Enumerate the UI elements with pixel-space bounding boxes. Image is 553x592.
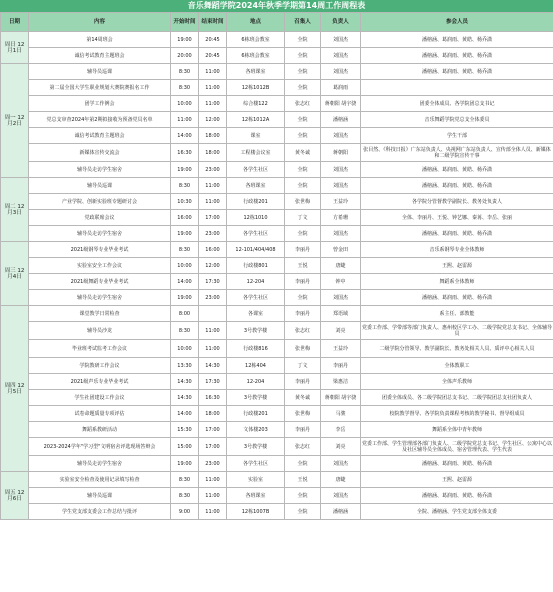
row-lead: 刘国杰 — [321, 48, 361, 64]
row-content: 课堂教学日常检查 — [29, 306, 171, 322]
row-content: 学生社团建设工作会议 — [29, 390, 171, 406]
row-participants: 全体、李丽丹、王悦、钟艺娜、秦苒、李岳、张丽 — [361, 210, 553, 226]
row-content: 第14周班会 — [29, 32, 171, 48]
row-end-time: 23:00 — [199, 162, 227, 178]
row-convener: 张志红 — [285, 438, 321, 456]
row-start-time: 13:30 — [171, 358, 199, 374]
day-date-cell: 周一 12月2日 — [1, 64, 29, 178]
row-convener: 李丽丹 — [285, 374, 321, 390]
row-end-time: 17:00 — [199, 422, 227, 438]
row-content: 辅导员沙龙 — [29, 322, 171, 340]
row-participants: 潘榕涵、葛润雨、黄皓、杨乔潇 — [361, 162, 553, 178]
row-place: 6栋班会教室 — [227, 48, 285, 64]
row-participants: 潘榕涵、葛润雨、黄皓、杨乔潇 — [361, 226, 553, 242]
table-row — [1, 488, 553, 504]
row-place: 行政楼816 — [227, 340, 285, 358]
table-row — [1, 422, 553, 438]
row-place: 12栋1012B — [227, 80, 285, 96]
row-end-time: 23:00 — [199, 226, 227, 242]
row-lead: 唐睫 — [321, 472, 361, 488]
row-place: 12栋1007B — [227, 504, 285, 520]
row-content: 团学工作例会 — [29, 96, 171, 112]
row-place: 6栋班会教室 — [227, 32, 285, 48]
row-participants: 全体教职工 — [361, 358, 553, 374]
row-participants: 音乐舞蹈学院党总支全体委员 — [361, 112, 553, 128]
row-end-time — [199, 306, 227, 322]
row-content: 辅导员巡课 — [29, 64, 171, 80]
row-participants: 潘榕涵、葛润雨、黄皓、杨乔潇 — [361, 290, 553, 306]
row-start-time: 19:00 — [171, 226, 199, 242]
row-convener: 全院 — [285, 504, 321, 520]
table-row — [1, 306, 553, 322]
row-convener: 王悦 — [285, 472, 321, 488]
header-end: 结束时间 — [199, 13, 227, 32]
row-convener: 黄冬诚 — [285, 144, 321, 162]
table-row — [1, 64, 553, 80]
row-lead: 刘国杰 — [321, 32, 361, 48]
row-convener: 李丽丹 — [285, 306, 321, 322]
row-end-time: 20:45 — [199, 48, 227, 64]
row-content: 2021级舞蹈专业毕业考试 — [29, 274, 171, 290]
row-place: 工程楼会议室 — [227, 144, 285, 162]
row-content: 2023-2024学年"学习型"文明宿舍评选现场答辩会 — [29, 438, 171, 456]
table-row — [1, 374, 553, 390]
day-date-cell: 周四 12月5日 — [1, 306, 29, 472]
row-place: 实验室 — [227, 472, 285, 488]
row-lead: 刘国杰 — [321, 64, 361, 80]
row-convener: 全院 — [285, 226, 321, 242]
row-place: 行政楼201 — [227, 194, 285, 210]
row-start-time: 8:30 — [171, 178, 199, 194]
table-row — [1, 438, 553, 456]
row-convener: 张世梅 — [285, 406, 321, 422]
row-content: 实验室安全检查及使用记录填写检查 — [29, 472, 171, 488]
row-participants: 潘榕涵、葛润雨、黄皓、杨乔潇 — [361, 178, 553, 194]
header-place: 地点 — [227, 13, 285, 32]
row-content: 新媒体宣传交流会 — [29, 144, 171, 162]
row-lead: 蒋朝阳 胡宇骁 — [321, 390, 361, 406]
row-lead: 钟中 — [321, 274, 361, 290]
row-lead: 潘榕涵 — [321, 504, 361, 520]
row-lead: 梁惠洁 — [321, 374, 361, 390]
table-row — [1, 162, 553, 178]
row-end-time: 11:00 — [199, 472, 227, 488]
header-date: 日期 — [1, 13, 29, 32]
row-lead: 王益玲 — [321, 340, 361, 358]
row-end-time: 11:00 — [199, 96, 227, 112]
row-start-time: 10:00 — [171, 258, 199, 274]
row-start-time: 19:00 — [171, 162, 199, 178]
table-row — [1, 322, 553, 340]
row-convener: 全院 — [285, 32, 321, 48]
row-end-time: 23:00 — [199, 290, 227, 306]
table-row — [1, 242, 553, 258]
row-participants: 各学院分管督教学副院长、教务处负责人 — [361, 194, 553, 210]
row-start-time: 8:30 — [171, 472, 199, 488]
row-content: 辅导员巡课 — [29, 178, 171, 194]
row-start-time: 8:30 — [171, 64, 199, 80]
row-end-time: 11:00 — [199, 322, 227, 340]
row-place: 各班课室 — [227, 178, 285, 194]
row-start-time: 15:00 — [171, 438, 199, 456]
row-content: 学生党支部支委会工作总结与批评 — [29, 504, 171, 520]
row-lead: 刘国杰 — [321, 128, 361, 144]
row-end-time: 18:00 — [199, 144, 227, 162]
row-lead: 李丽丹 — [321, 358, 361, 374]
header-participants: 参会人员 — [361, 13, 553, 32]
row-place: 12栋1012A — [227, 112, 285, 128]
row-participants: 音乐系钢琴专业全体教师 — [361, 242, 553, 258]
row-start-time: 8:30 — [171, 322, 199, 340]
row-start-time: 19:00 — [171, 456, 199, 472]
row-lead: 马骏 — [321, 406, 361, 422]
row-end-time: 12:00 — [199, 258, 227, 274]
row-convener: 全院 — [285, 112, 321, 128]
row-content: 学院教研工作会议 — [29, 358, 171, 374]
row-start-time: 15:30 — [171, 422, 199, 438]
row-end-time: 16:00 — [199, 242, 227, 258]
row-end-time: 11:00 — [199, 194, 227, 210]
row-content: 第二届全国大学生职业规划大赛院赛报名工作 — [29, 80, 171, 96]
row-lead: 刘亮 — [321, 438, 361, 456]
row-lead: 刘国杰 — [321, 488, 361, 504]
row-end-time: 12:00 — [199, 112, 227, 128]
table-row — [1, 194, 553, 210]
row-content: 2021级声乐专业毕业考试 — [29, 374, 171, 390]
row-end-time: 14:30 — [199, 358, 227, 374]
row-end-time: 23:00 — [199, 456, 227, 472]
table-row — [1, 472, 553, 488]
row-content: 产业学院、创新实验班专题研讨会 — [29, 194, 171, 210]
row-lead: 蒋朝阳 — [321, 144, 361, 162]
row-end-time: 11:00 — [199, 80, 227, 96]
row-place: 12栋1010 — [227, 210, 285, 226]
row-place: 行政楼801 — [227, 258, 285, 274]
table-row — [1, 48, 553, 64]
row-convener: 王悦 — [285, 258, 321, 274]
row-participants: 王熙、赵雷源 — [361, 472, 553, 488]
row-end-time: 20:45 — [199, 32, 227, 48]
row-convener: 全院 — [285, 64, 321, 80]
row-end-time: 11:00 — [199, 488, 227, 504]
row-place: 各课室 — [227, 306, 285, 322]
row-convener: 丁文 — [285, 210, 321, 226]
row-lead: 刘国杰 — [321, 290, 361, 306]
row-participants: 学生干部 — [361, 128, 553, 144]
table-row — [1, 32, 553, 48]
row-start-time: 10:00 — [171, 340, 199, 358]
row-end-time: 11:00 — [199, 340, 227, 358]
table-row — [1, 144, 553, 162]
row-lead: 刘国杰 — [321, 226, 361, 242]
row-end-time: 11:00 — [199, 178, 227, 194]
header-row — [1, 13, 553, 32]
row-start-time: 19:00 — [171, 32, 199, 48]
row-convener: 全院 — [285, 80, 321, 96]
row-start-time: 11:00 — [171, 112, 199, 128]
table-row — [1, 340, 553, 358]
row-end-time: 16:30 — [199, 390, 227, 406]
row-start-time: 20:00 — [171, 48, 199, 64]
row-content: 实验室安全工作会议 — [29, 258, 171, 274]
row-lead: 李岳 — [321, 422, 361, 438]
row-participants: 团委全体成员、各学院团总支书记 — [361, 96, 553, 112]
row-participants: 团委全体成员、各二级学院团总支书记、二级学院团总支社团负责人 — [361, 390, 553, 406]
row-participants: 党委工作部、学带部等部门负责人、惠州校区学工办、二级学院党总支书记、全体辅导员 — [361, 322, 553, 340]
row-convener: 全院 — [285, 488, 321, 504]
row-lead: 葛润雨 — [321, 80, 361, 96]
row-convener: 全院 — [285, 48, 321, 64]
row-start-time: 8:30 — [171, 242, 199, 258]
row-place: 课室 — [227, 128, 285, 144]
row-place: 12-204 — [227, 374, 285, 390]
row-participants: 潘榕涵、葛润雨、黄皓、杨乔潇 — [361, 488, 553, 504]
row-participants: 潘榕涵、葛润雨、黄皓、杨乔潇 — [361, 456, 553, 472]
table-row — [1, 258, 553, 274]
row-content: 辅导员走访学生宿舍 — [29, 456, 171, 472]
row-start-time: 14:30 — [171, 374, 199, 390]
table-row — [1, 456, 553, 472]
schedule-table — [0, 12, 553, 520]
row-content: 党总支审查2024年第2期拟接收为预备党员名单 — [29, 112, 171, 128]
row-participants: 二级学院分管领导、教学副院长、教务处相关人员、质评中心相关人员 — [361, 340, 553, 358]
day-date-cell: 周五 12月6日 — [1, 472, 29, 520]
row-start-time: 8:00 — [171, 306, 199, 322]
day-date-cell: 周三 12月4日 — [1, 242, 29, 306]
row-end-time: 17:00 — [199, 438, 227, 456]
row-start-time: 19:00 — [171, 290, 199, 306]
table-row — [1, 210, 553, 226]
row-convener: 李丽丹 — [285, 274, 321, 290]
row-convener: 全院 — [285, 128, 321, 144]
row-lead: 方希珊 — [321, 210, 361, 226]
header-lead: 负责人 — [321, 13, 361, 32]
row-content: 毕业班考试监考工作会议 — [29, 340, 171, 358]
row-lead: 潘榕涵 — [321, 112, 361, 128]
row-place: 各班课室 — [227, 64, 285, 80]
table-row — [1, 178, 553, 194]
row-content: 2021级钢琴专业毕业考试 — [29, 242, 171, 258]
row-content: 辅导员走访学生宿舍 — [29, 162, 171, 178]
row-start-time: 8:30 — [171, 80, 199, 96]
row-content: 辅导员走访学生宿舍 — [29, 290, 171, 306]
table-row — [1, 406, 553, 422]
row-place: 3号教学楼 — [227, 390, 285, 406]
table-row — [1, 96, 553, 112]
row-convener: 李丽丹 — [285, 422, 321, 438]
row-participants: 潘榕涵、葛润雨、黄皓、杨乔潇 — [361, 32, 553, 48]
table-row — [1, 226, 553, 242]
row-content: 辅导员巡课 — [29, 488, 171, 504]
row-start-time: 9:00 — [171, 504, 199, 520]
row-convener: 李丽丹 — [285, 242, 321, 258]
row-participants: 张目然、《科技日报》广东站负责人、央视网广东站负责人、宣传部全体人员、新媒体和二级学院宣传干事 — [361, 144, 553, 162]
row-participants: 舞蹈系全体教师 — [361, 274, 553, 290]
row-lead: 王益玲 — [321, 194, 361, 210]
row-participants — [361, 80, 553, 96]
row-end-time: 17:00 — [199, 210, 227, 226]
row-end-time: 18:00 — [199, 128, 227, 144]
row-place: 综合楼122 — [227, 96, 285, 112]
row-participants: 王熙、赵雷源 — [361, 258, 553, 274]
table-row — [1, 274, 553, 290]
table-row — [1, 112, 553, 128]
row-convener: 黄冬诚 — [285, 390, 321, 406]
row-convener: 全院 — [285, 162, 321, 178]
row-content: 党政联席会议 — [29, 210, 171, 226]
table-row — [1, 358, 553, 374]
row-lead: 刘国杰 — [321, 456, 361, 472]
row-convener: 张世梅 — [285, 340, 321, 358]
row-convener: 全院 — [285, 290, 321, 306]
row-lead: 刘亮 — [321, 322, 361, 340]
row-place: 文体楼203 — [227, 422, 285, 438]
row-place: 3号教学楼 — [227, 438, 285, 456]
row-participants: 校院教学督导、各学院负责课程考核的教学秘书、督导组成员 — [361, 406, 553, 422]
table-row — [1, 504, 553, 520]
page-title: 音乐舞蹈学院2024年秋季学期第14周工作周程表 — [0, 0, 553, 12]
row-lead: 刘国杰 — [321, 162, 361, 178]
row-start-time: 10:00 — [171, 96, 199, 112]
header-convener: 召集人 — [285, 13, 321, 32]
row-place: 各学生社区 — [227, 162, 285, 178]
row-start-time: 14:00 — [171, 128, 199, 144]
row-content: 诚信考试教育主题班会 — [29, 128, 171, 144]
row-start-time: 14:30 — [171, 390, 199, 406]
row-content: 辅导员走访学生宿舍 — [29, 226, 171, 242]
row-lead: 唐睫 — [321, 258, 361, 274]
row-convener: 丁文 — [285, 358, 321, 374]
header-content: 内容 — [29, 13, 171, 32]
row-start-time: 14:00 — [171, 274, 199, 290]
row-end-time: 11:00 — [199, 504, 227, 520]
row-convener: 全院 — [285, 178, 321, 194]
row-convener: 张志红 — [285, 96, 321, 112]
row-participants: 潘榕涵、葛润雨、黄皓、杨乔潇 — [361, 64, 553, 80]
table-row — [1, 128, 553, 144]
row-convener: 全院 — [285, 456, 321, 472]
row-start-time: 16:00 — [171, 210, 199, 226]
row-place: 12-101/404/408 — [227, 242, 285, 258]
table-row — [1, 290, 553, 306]
row-participants: 党委工作部、学生管理部各部门负责人、二级学院党总支书记、学生社区、公寓中心以及社区辅导员全体成员、宿舍管理代表、学生代表 — [361, 438, 553, 456]
row-convener: 张世梅 — [285, 194, 321, 210]
row-start-time: 10:30 — [171, 194, 199, 210]
row-participants: 系主任、部教能 — [361, 306, 553, 322]
row-participants: 全院、潘榕涵、学生党支部全体支委 — [361, 504, 553, 520]
row-participants: 舞蹈系全体中青年教师 — [361, 422, 553, 438]
schedule-body — [1, 32, 553, 520]
row-convener: 张志红 — [285, 322, 321, 340]
row-end-time: 11:00 — [199, 64, 227, 80]
row-participants: 全体声乐教师 — [361, 374, 553, 390]
row-place: 各学生社区 — [227, 290, 285, 306]
row-end-time: 17:30 — [199, 374, 227, 390]
row-start-time: 16:30 — [171, 144, 199, 162]
row-content: 试卷命题质量专项评估 — [29, 406, 171, 422]
header-start: 开始时间 — [171, 13, 199, 32]
row-start-time: 14:00 — [171, 406, 199, 422]
row-participants: 潘榕涵、葛润雨、黄皓、杨乔潇 — [361, 48, 553, 64]
row-place: 各学生社区 — [227, 226, 285, 242]
row-place: 行政楼201 — [227, 406, 285, 422]
row-lead: 曾金田 — [321, 242, 361, 258]
table-row — [1, 390, 553, 406]
row-lead: 刘国杰 — [321, 178, 361, 194]
row-content: 诚信考试教育主题班会 — [29, 48, 171, 64]
row-place: 12栋404 — [227, 358, 285, 374]
row-place: 12-204 — [227, 274, 285, 290]
row-lead: 郑语域 — [321, 306, 361, 322]
row-end-time: 17:30 — [199, 274, 227, 290]
day-date-cell: 周日 12月1日 — [1, 32, 29, 64]
row-place: 3号教学楼 — [227, 322, 285, 340]
row-lead: 蒋朝阳 胡宇骁 — [321, 96, 361, 112]
row-start-time: 8:30 — [171, 488, 199, 504]
row-content: 舞蹈系教研活动 — [29, 422, 171, 438]
table-row — [1, 80, 553, 96]
day-date-cell: 周二 12月3日 — [1, 178, 29, 242]
row-place: 各班课室 — [227, 488, 285, 504]
row-end-time: 18:00 — [199, 406, 227, 422]
row-place: 各学生社区 — [227, 456, 285, 472]
